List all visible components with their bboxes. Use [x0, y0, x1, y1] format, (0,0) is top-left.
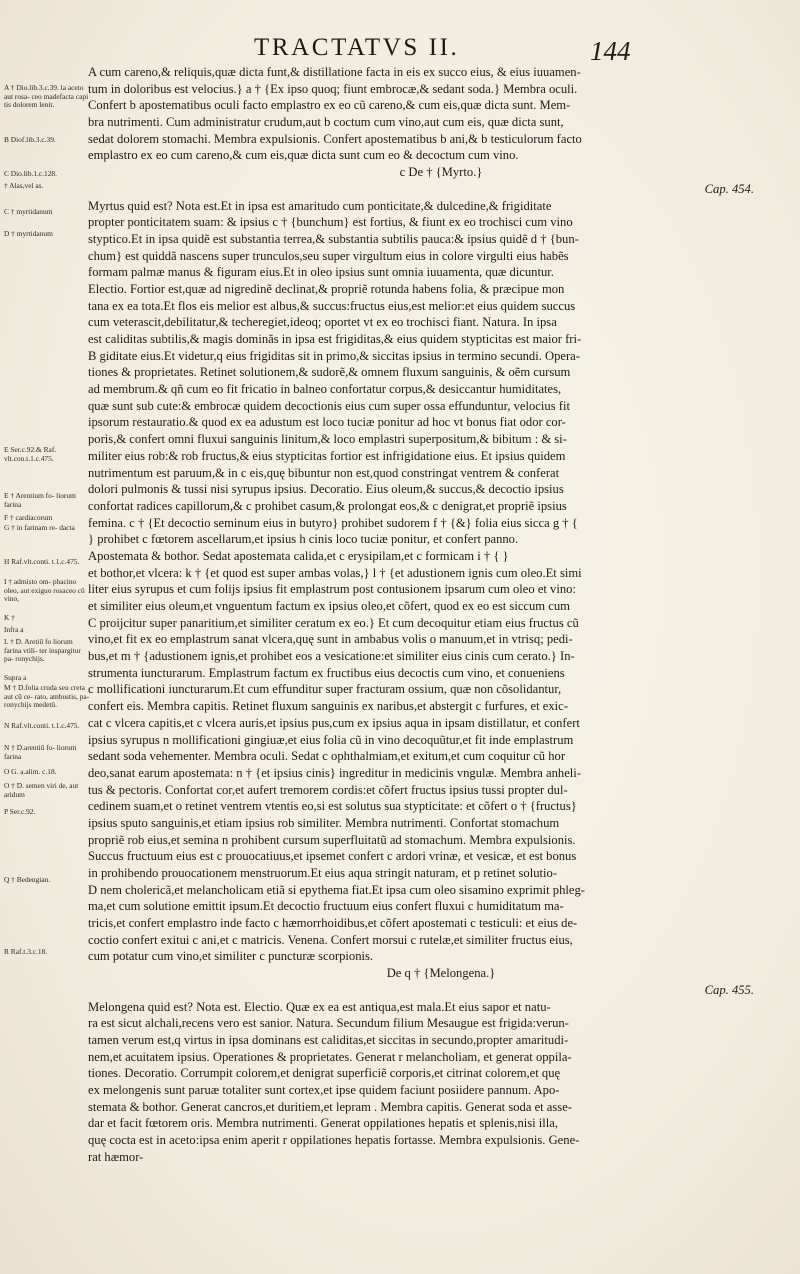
text-line: ex melongenis sunt paruæ totaliter sunt cortex,et ipse quidem faciunt posiidere pannum. Apo- — [88, 1082, 560, 1097]
text-line: dolori pulmonis & tussi nisi syrupus ipsius. Decoratio. Eius oleum,& succus,& decoctio ipsius — [88, 482, 564, 497]
text-line: cum potatur cum vino,et similiter c puncturæ scorpionis. — [88, 949, 374, 964]
margin-note: N † D.arentiũ fo- liorum farina — [4, 743, 77, 761]
margin-note: † Alas,vel as. — [4, 181, 44, 190]
text-line: propriẽ rob eius,et semina n prohibent cursum superfluitatũ ad stomachum. Membra expulsionis. — [88, 832, 576, 847]
text-line: c mollificationi iuncturarum.Et cum effunditur super fracturam ossium, quæ non cõsolidantur, — [88, 682, 562, 697]
text-line: confert eis. Membra capitis. Retinet fluxum sanguinis ex naribus,et abstergit c furfures, et exic- — [88, 699, 568, 714]
text-line: stemata & bothor. Generat cancros,et duritiem,et lepram . Membra capitis. Generat soda et asse- — [88, 1099, 572, 1114]
text-line: emplastro ex eo cum careno,& cum eis,quæ dicta sunt cum eo & decoctum cum vino. — [88, 148, 519, 163]
text-line: strumenta iuncturarum. Emplastrum factum ex fructibus eius decoctis cum vino, et conueniens — [88, 665, 565, 680]
margin-note: L † D. Aretiũ fo liorum farina vtili- ter inspargitur pa- ronychijs. — [4, 637, 81, 664]
margin-note: B Diof.lib.3.c.39. — [4, 135, 56, 144]
text-line: bus,et m † {adustionem ignis,et prohibet eos a vesicatione:et similiter eius cinis cum cerato.} In- — [88, 649, 575, 664]
margin-note: R Raf.t.3.c.18. — [4, 947, 48, 956]
text-line: confortat radices capillorum,& c prohibet casum,& prolongat eos,& c denigrat,et propriẽ ipsius — [88, 498, 567, 513]
text-line: coctio confert exitui c ani,et c matricis. Venena. Confert morsui c rutelæ,et similiter fructus eius, — [88, 932, 573, 947]
text-line: Confert b apostematibus oculi facto emplastro ex eo cũ careno,& cum eis,quæ dicta sunt. Mem- — [88, 98, 571, 113]
main-text — [88, 64, 794, 1224]
margin-note: H Raf.vlt.conti. t.1.c.475. — [4, 557, 80, 566]
text-line: deo,sanat earum apostemata: n † {et ipsius cinis} ingreditur in medicinis vngulæ. Membra anheli- — [88, 765, 581, 780]
text-line: rat hæmor- — [88, 1149, 144, 1164]
text-line: Succus fructuum eius est c prouocatiuus,et ipsemet confert c ardori vrinæ, et vesicæ, et est bonus — [88, 849, 577, 864]
text-line: dar et facit fœtorem oris. Membra nutrimenti. Generat oppilationes hepatis et splenis,nisi illa, — [88, 1116, 559, 1131]
margin-note: E † Arentium fo- liorum farina — [4, 491, 76, 509]
text-line: } prohibet c fœtorem ascellarum,et ipsius h cinis loco tuciæ ponitur, et confert panno. — [88, 532, 519, 547]
margin-note: D † myrtidanum — [4, 229, 53, 238]
text-line: propter ponticitatem suam: & ipsius c † {bunchum} est fortius, & fiunt ex eo trochisci cum vino — [88, 215, 573, 230]
margin-note: K † — [4, 613, 15, 622]
text-line: ad membrum.& qñ cum eo fit fricatio in balneo confortatur corpus,& desiccantur humiditates, — [88, 382, 562, 397]
text-line: quę cocta est in aceto:ipsa enim aperit r oppilationes hepatis fortasse. Membra expulsionis. Gene- — [88, 1133, 580, 1147]
text-line: liter eius syrupus et cum folijs ipsius fit emplastrum post contusionem ipsarum cum oleo et vino: — [88, 582, 576, 597]
text-line: ipsius syrupus n mollificationi gingiuæ,et eius folia cũ in vino decoquũtur,et fit inde emplastrum — [88, 732, 574, 747]
page-number: 144 — [590, 36, 631, 66]
text-line: chum} est quiddã nascens super trunculos,seu super virgultum eius in colore virgulti eius habẽs — [88, 248, 569, 263]
text-line: tana ex ea tota.Et flos eis melior est albus,& succus:fructus eius,est melior:et eius quidem succus — [88, 298, 576, 313]
text-line: ra est sicut alchali,recens vero est sanior. Natura. Secundum filium Mesaugue est frigida:verun- — [88, 1016, 569, 1031]
text-line: bra nutrimenti. Cum administratur crudum,aut b coctum cum vino,aut cum eis, quæ dicta sunt, — [88, 115, 564, 130]
margin-note: O † D. semen viri de, aut aridum — [4, 781, 79, 799]
text-line: cum veterascit,debilitatur,& techeregiet,ideoq; oportet vt ex eo trochisci fiant. Natura. In ipsa — [88, 315, 557, 330]
text-line: in prohibendo prouocationem menstruorum.Et eius aqua stringit naturam, et p retinet solutio- — [88, 866, 558, 880]
text-line: femina. c † {Et decoctio seminum eius in butyro} prohibet sudorem f † {&} folia eius sicca g † { — [88, 515, 578, 530]
text-line: Myrtus quid est? Nota est.Et in ipsa est amaritudo cum ponticitate,& dulcedine,& frigiditate — [88, 198, 552, 213]
text-line: formam palmæ manus & figuram eius.Et in oleo ipsius sunt omnia iuuamenta, quæ dicuntur. — [88, 265, 554, 280]
text-line: A cum careno,& reliquis,quæ dicta funt,& distillatione facta in eis ex succo eius, & eius iuuamen- — [88, 65, 581, 79]
text-line: C proijcitur super panaritium,et similiter ceratum ex eo.} Et cum decoquitur etiam eius fructus cũ — [88, 615, 579, 630]
text-line: est caliditas subtilis,& magis dominãs in ipsa est frigiditas,& eius quidem stypticitas est maior fri- — [88, 332, 582, 346]
margin-note: G † in farinam re- dacta — [4, 523, 75, 532]
text-line: c De † {Myrto.} — [399, 165, 483, 180]
margin-note: P Ser.c.92. — [4, 807, 36, 816]
text-line: nem,et acuitatem ipsius. Operationes & proprietates. Generat r melancholiam, et generat oppila- — [88, 1049, 572, 1064]
text-line: ipsorum restauratio.& quod ex ea adustum est loco tuciæ ponitur ad hoc vt bonus fiat odor cor- — [88, 415, 566, 430]
text-line: tamen verum est,q virtus in ipsa dominans est caliditas,et siccitas in secundo,propter amaritudi- — [88, 1032, 569, 1047]
margin-note: I † admisto om- phacino oleo, aut exiguo rosaceo cũ vino, — [4, 577, 85, 604]
text-line: styptico.Et in ipsa quidẽ est substantia terrea,& substantia subtilis pauca:& ipsius quidẽ d † {bun- — [88, 231, 579, 246]
running-title: TRACTATVS II. — [254, 34, 460, 61]
text-line: tus & pectoris. Confortat cor,et aufert tremorem cordis:et cõfert fructus ipsius tussi propter dul- — [88, 782, 568, 797]
margin-note: A † Dio.lib.3.c.39. la aceto aut rosa- ceo madefacta capi tis dolorem lenit. — [4, 83, 89, 110]
text-line: nutrimentum est paruum,& in c eis,quę bibuntur non est,quod constringat ventrem & conferat — [88, 465, 560, 480]
text-line: Apostemata & bothor. Sedat apostemata calida,et c erysipilam,et c formicam i † { } — [88, 548, 509, 563]
margin-note: N Raf.vlt.conti. t.1.c.475. — [4, 721, 80, 730]
text-line: tum in doloribus est velocius.} a † {Ex ipso quoq; fiunt embrocæ,& sedant soda.} Membra oculi. — [88, 81, 578, 96]
text-line: tiones. Decoratio. Corrumpit colorem,et denigrat superficiẽ corporis,et citrinat colorem,et quę — [88, 1066, 561, 1081]
text-line: De q † {Melongena.} — [386, 966, 496, 981]
text-line: et bothor,et vlcera: k † {et quod est super ambas volas,} l † {et adustionem ignis cum oleo.Et simi — [88, 565, 582, 580]
margin-note: M † D.folia cruda seu creta aut cũ ce- rato, ambustis, pa- ronychijs medetũ. — [4, 683, 90, 710]
margin-note: F † cardiacorum — [4, 513, 53, 522]
margin-note: C † myrtidanum — [4, 207, 53, 216]
text-line: Cap. 454. — [704, 181, 754, 196]
text-line: Cap. 455. — [704, 982, 754, 997]
text-line: et similiter eius oleum,et vnguentum factum ex ipsius oleo,et cõfert, quod ex eo est siccum cum — [88, 599, 570, 613]
text-line: ipsius sputo sanguinis,et etiam ipsius rob similiter. Membra nutrimenti. Confortat stomachum — [88, 815, 560, 830]
margin-note: Infra a — [4, 625, 24, 634]
text-line: ma,et cum solutione emittit ipsum.Et decoctio fructuum eius confert fluxui c humiditatum ma- — [88, 899, 564, 914]
text-line: B giditate eius.Et videtur,q eius frigiditas sit in primo,& siccitas ipsius in termino secundi. Opera- — [88, 348, 580, 363]
text-line: sedat dolorem stomachi. Membra expulsionis. Confert apostematibus b ani,& b testiculorum facto — [88, 131, 582, 146]
text-line: cedinem suam,et o retinet ventrem vtentis eo,si est solutus sua stypticitate: et cõfert o † {fructus} — [88, 799, 577, 814]
text-line: Melongena quid est? Nota est. Electio. Quæ ex ea est antiqua,est mala.Et eius sapor et natu- — [88, 999, 551, 1014]
text-line: D nem cholericã,et melancholicam etiã si epythema fiat.Et ipsa cum oleo sisamino exprimit phleg- — [88, 882, 585, 897]
margin-note: Supra a — [4, 673, 27, 682]
text-line: sedant soda vehementer. Membra oculi. Sedat c ophthalmiam,et exitum,et cum coquitur cũ hor — [88, 749, 566, 764]
text-line: vino,et fit ex eo emplastrum sanat vlcera,quę sunt in ambabus volis o manuum,et in vtrisq; pedi- — [88, 632, 573, 647]
margin-note: C Dio.lib.1.c.128. — [4, 169, 57, 178]
text-line: tricis,et confert emplastro inde facto c hæmorrhoidibus,et cõfert apostemati c testiculi: et eius de- — [88, 916, 578, 931]
text-line: militer eius rob:& rob fructus,& eius stypticitas fortior est infrigidatione eius. Et ipsius quidem — [88, 448, 566, 463]
margin-note: O G. a.alim. c.18. — [4, 767, 57, 776]
margin-notes — [4, 78, 90, 1228]
text-line: Electio. Fortior est,quæ ad nigredinẽ declinat,& propriẽ rotunda habens folia, & præcipue mon — [88, 281, 565, 296]
margin-note: Q † Bedengian. — [4, 875, 51, 884]
text-line: poris,& confert omni fluxui sanguinis linitum,& loco emplastri superpositum,& bibitum : & si- — [88, 432, 567, 447]
text-line: quæ sunt sub cute:& embrocæ quidem decoctionis eius cum super ossa effunduntur, velocius fit — [88, 398, 570, 413]
text-line: tiones & proprietates. Retinet solutionem,& sudorẽ,& omnem fluxum sanguinis, & oẽm cursum — [88, 365, 571, 380]
margin-note: E Ser.c.92.& Raf. vlt.con.t.1.c.475. — [4, 445, 57, 463]
text-line: cat c vlcera capitis,et c vlcera auris,et ipsius pus,cum ex ipsius aqua in ipsam distillatur, et confert — [88, 715, 580, 730]
